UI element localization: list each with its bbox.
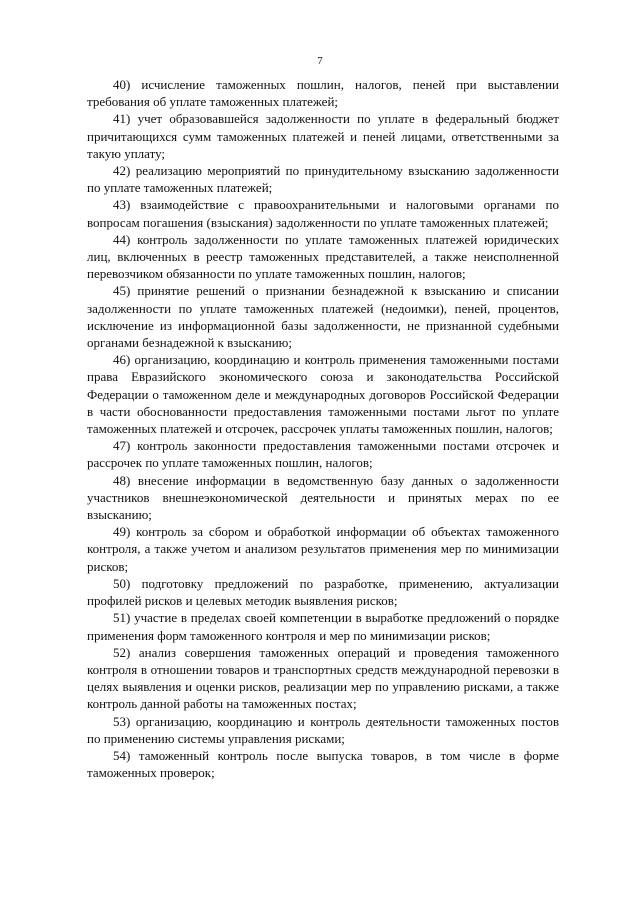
paragraph-item-46: 46) организацию, координацию и контроль применения таможенными постами права Евразийского экономического союза и законодательства Российской Федерации о таможенном деле и международных договоров Российской Федерации в части обоснованности предоставления таможенными постами льгот по уплате таможенных платежей и отсрочек, рассрочек уплаты таможенных пошлин, налогов;	[87, 352, 559, 437]
paragraph-item-51: 51) участие в пределах своей компетенции в выработке предложений о порядке применения форм таможенного контроля и мер по минимизации рисков;	[87, 610, 559, 643]
paragraph-item-42: 42) реализацию мероприятий по принудительному взысканию задолженности по уплате таможенных платежей;	[87, 163, 559, 196]
paragraph-item-52: 52) анализ совершения таможенных операций и проведения таможенного контроля в отношении товаров и транспортных средств международной перевозки в целях выявления и оценки рисков, реализации мер по управлению рисками, а также контроль данной работы на таможенных постах;	[87, 644, 559, 712]
paragraph-item-50: 50) подготовку предложений по разработке, применению, актуализации профилей рисков и целевых методик выявления рисков;	[87, 575, 559, 609]
paragraph-item-41: 41) учет образовавшейся задолженности по уплате в федеральный бюджет причитающихся сумм таможенных платежей и пеней лицами, ответственными за такую уплату;	[87, 111, 559, 161]
paragraph-item-53: 53) организацию, координацию и контроль деятельности таможенных постов по применению системы управления рисками;	[87, 713, 559, 746]
document-body	[87, 76, 559, 781]
paragraph-item-54: 54) таможенный контроль после выпуска товаров, в том числе в форме таможенных проверок;	[87, 747, 559, 781]
paragraph-item-49: 49) контроль за сбором и обработкой информации об объектах таможенного контроля, а также учетом и анализом результатов применения мер по минимизации рисков;	[87, 524, 559, 574]
paragraph-item-43: 43) взаимодействие с правоохранительными и налоговыми органами по вопросам погашения (взыскания) задолженности по уплате таможенных платежей;	[87, 197, 559, 230]
paragraph-item-48: 48) внесение информации в ведомственную базу данных о задолженности участников внешнеэкономической деятельности и принятых мерах по ее взысканию;	[87, 472, 559, 523]
page-number: 7	[317, 55, 323, 67]
paragraph-item-40: 40) исчисление таможенных пошлин, налогов, пеней при выставлении требования об уплате таможенных платежей;	[87, 77, 559, 110]
paragraph-item-47: 47) контроль законности предоставления таможенными постами отсрочек и рассрочек по уплате таможенных пошлин, налогов;	[87, 438, 559, 471]
paragraph-item-44: 44) контроль задолженности по уплате таможенных платежей юридических лиц, включенных в реестр таможенных представителей, а также неисполненной перевозчиком обязанности по уплате таможенных пошлин, налогов;	[87, 231, 559, 282]
paragraph-item-45: 45) принятие решений о признании безнадежной к взысканию и списании задолженности по уплате таможенных платежей (недоимки), пеней, процентов, исключение из информационной базы задолженности, не признанной судебными органами безнадежной к взысканию;	[87, 283, 559, 351]
